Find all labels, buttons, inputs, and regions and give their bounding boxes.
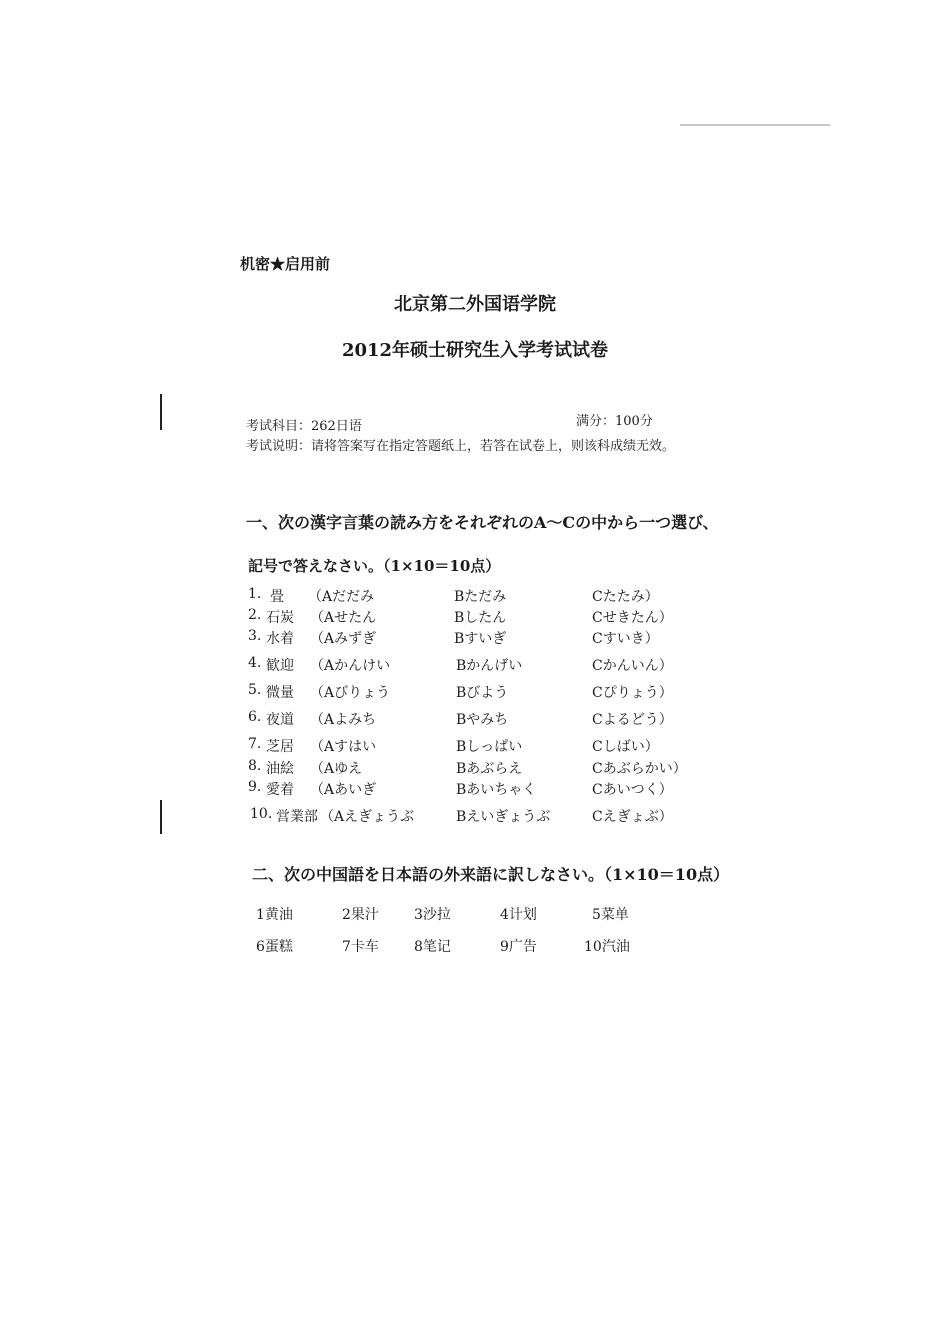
scan-smudge [680, 124, 830, 126]
choice-c: Cあぶらかい） [592, 761, 687, 777]
question-word: 水着 [266, 631, 294, 647]
question-word: 芝居 [266, 739, 294, 755]
question-word: 歓迎 [266, 658, 294, 674]
confidential-label: 机密★启用前 [240, 255, 331, 273]
choice-b: Bえいぎょうぶ [456, 809, 551, 825]
question-number: 3. [248, 628, 262, 644]
choice-a: （Aだだみ [308, 589, 375, 605]
question-row [0, 758, 950, 780]
choice-a: （Aせたん [310, 610, 377, 626]
vocab-item: 4计划 [500, 907, 537, 923]
question-row [0, 736, 950, 758]
choice-c: Cよるどう） [592, 712, 673, 728]
choice-b: Bびよう [456, 685, 509, 701]
choice-a: （Aびりょう [310, 685, 391, 701]
choice-a: （Aみずぎ [310, 631, 377, 647]
choice-b: Bしっぱい [456, 739, 523, 755]
choice-a: （Aゆえ [310, 761, 363, 777]
question-word: 微量 [266, 685, 294, 701]
exam-subject: 考试科目：262日语 [246, 419, 362, 434]
exam-instructions: 考试说明：请将答案写在指定答题纸上，若答在试卷上，则该科成绩无效。 [246, 439, 676, 454]
question-row [0, 709, 950, 731]
choice-b: Bすいぎ [454, 631, 507, 647]
choice-a: （Aよみち [310, 712, 377, 728]
vocab-item: 1黄油 [256, 907, 293, 923]
question-word: 営業部 [276, 809, 318, 825]
question-row [0, 655, 950, 677]
question-number: 4. [248, 655, 262, 671]
question-number: 7. [248, 736, 262, 752]
choice-a: （Aあいぎ [310, 782, 377, 798]
question-row [0, 586, 950, 608]
question-number: 8. [248, 758, 262, 774]
choice-c: Cえぎょぶ） [592, 809, 673, 825]
choice-b: Bあぶらえ [456, 761, 523, 777]
choice-c: Cすいき） [592, 631, 659, 647]
margin-mark-top [160, 394, 162, 430]
vocab-item: 2果汁 [342, 907, 379, 923]
question-row [0, 682, 950, 704]
vocab-item: 7卡车 [342, 939, 379, 955]
vocab-row [0, 904, 950, 926]
question-row [0, 779, 950, 801]
question-number: 6. [248, 709, 262, 725]
section1-heading-line2: 記号で答えなさい。（1×10＝10点） [248, 557, 501, 575]
question-number: 2. [248, 607, 262, 623]
question-word: 石炭 [266, 610, 294, 626]
choice-a: （Aかんけい [310, 658, 391, 674]
choice-c: Cたたみ） [592, 589, 659, 605]
question-number: 1. [248, 586, 262, 602]
vocab-item: 3沙拉 [414, 907, 451, 923]
question-word: 夜道 [266, 712, 294, 728]
question-word: 油絵 [266, 761, 294, 777]
choice-a: （Aえぎょうぶ [320, 809, 415, 825]
choice-a: （Aすはい [310, 739, 377, 755]
vocab-item: 5菜单 [592, 907, 629, 923]
question-word: 畳 [270, 589, 284, 605]
choice-b: Bかんげい [456, 658, 523, 674]
section1-heading: 一、次の漢字言葉の読み方をそれぞれのA～Cの中から一つ選び、 [246, 513, 719, 532]
question-row [0, 607, 950, 629]
choice-c: Cあいつく） [592, 782, 673, 798]
question-row [0, 628, 950, 650]
vocab-item: 6蛋糕 [256, 939, 293, 955]
choice-c: Cせきたん） [592, 610, 673, 626]
question-number: 5. [248, 682, 262, 698]
school-name: 北京第二外国语学院 [394, 294, 556, 315]
choice-c: Cかんいん） [592, 658, 673, 674]
question-number: 9. [248, 779, 262, 795]
vocab-item: 9广告 [500, 939, 537, 955]
exam-title: 2012年硕士研究生入学考试试卷 [341, 340, 609, 361]
choice-b: Bあいちゃく [456, 782, 537, 798]
section2-heading: 二、次の中国語を日本語の外来語に訳しなさい。（1×10＝10点） [252, 865, 730, 884]
choice-c: Cしばい） [592, 739, 659, 755]
choice-b: Bやみち [456, 712, 509, 728]
choice-b: Bしたん [454, 610, 507, 626]
question-number: 10. [250, 806, 273, 822]
vocab-row [0, 936, 950, 958]
vocab-item: 8笔记 [414, 939, 451, 955]
choice-b: Bただみ [454, 589, 507, 605]
vocab-item: 10汽油 [584, 939, 630, 955]
full-score: 满分：100分 [576, 414, 653, 429]
question-row [0, 806, 950, 828]
question-word: 愛着 [266, 782, 294, 798]
choice-c: Cぴりょう） [592, 685, 673, 701]
